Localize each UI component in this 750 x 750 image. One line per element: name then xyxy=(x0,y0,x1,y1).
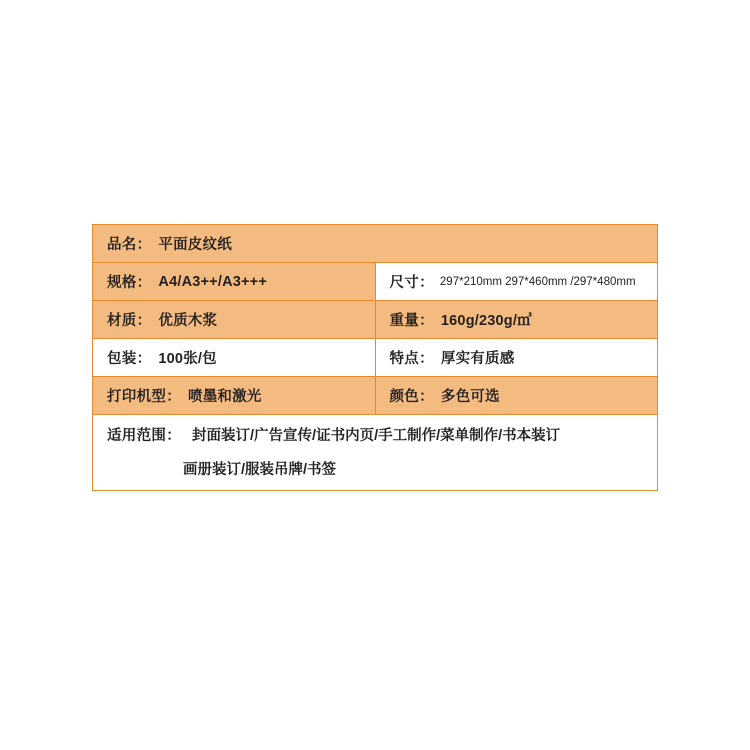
cell-usage xyxy=(93,415,658,491)
value-size: 297*210mm 297*460mm /297*480mm xyxy=(439,275,636,288)
table-row-usage xyxy=(93,415,658,491)
cell-size xyxy=(375,263,658,301)
label-spec: 规格： xyxy=(107,275,152,291)
label-weight: 重量： xyxy=(389,313,434,329)
value-color: 多色可选 xyxy=(440,389,500,405)
product-spec-table xyxy=(92,224,658,491)
table-row-printer-color xyxy=(93,377,658,415)
label-packing: 包装： xyxy=(107,351,152,367)
cell-weight xyxy=(375,301,658,339)
value-printer: 喷墨和激光 xyxy=(188,389,262,405)
cell-material xyxy=(93,301,376,339)
usage-first-line xyxy=(107,424,657,445)
spec-table-body xyxy=(93,225,658,491)
cell-packing xyxy=(93,339,376,377)
cell-printer xyxy=(93,377,376,415)
label-usage: 适用范围： xyxy=(107,428,181,444)
label-printer: 打印机型： xyxy=(107,389,181,405)
label-material: 材质： xyxy=(107,313,152,329)
label-product-name: 品名： xyxy=(107,237,152,253)
value-material: 优质木浆 xyxy=(158,313,218,329)
cell-feature xyxy=(375,339,658,377)
spec-table-container xyxy=(92,224,658,491)
table-row-product-name xyxy=(93,225,658,263)
value-weight: 160g/230g/㎡ xyxy=(440,313,532,329)
label-color: 颜色： xyxy=(389,389,434,405)
value-packing: 100张/包 xyxy=(158,351,217,367)
table-row-packing-feature xyxy=(93,339,658,377)
value-feature: 厚实有质感 xyxy=(440,351,515,367)
table-row-material-weight xyxy=(93,301,658,339)
cell-product-name xyxy=(93,225,658,263)
value-spec: A4/A3++/A3+++ xyxy=(158,273,268,290)
value-usage-line1: 封面装订/广告宣传/证书内页/手工制作/菜单制作/书本装订 xyxy=(192,428,561,444)
value-product-name: 平面皮纹纸 xyxy=(158,237,232,253)
label-size: 尺寸： xyxy=(389,275,434,291)
label-feature: 特点： xyxy=(389,351,434,367)
cell-color xyxy=(375,377,658,415)
cell-spec xyxy=(93,263,376,301)
table-row-spec-size xyxy=(93,263,658,301)
value-usage-line2: 画册装订/服装吊牌/书签 xyxy=(183,462,337,478)
